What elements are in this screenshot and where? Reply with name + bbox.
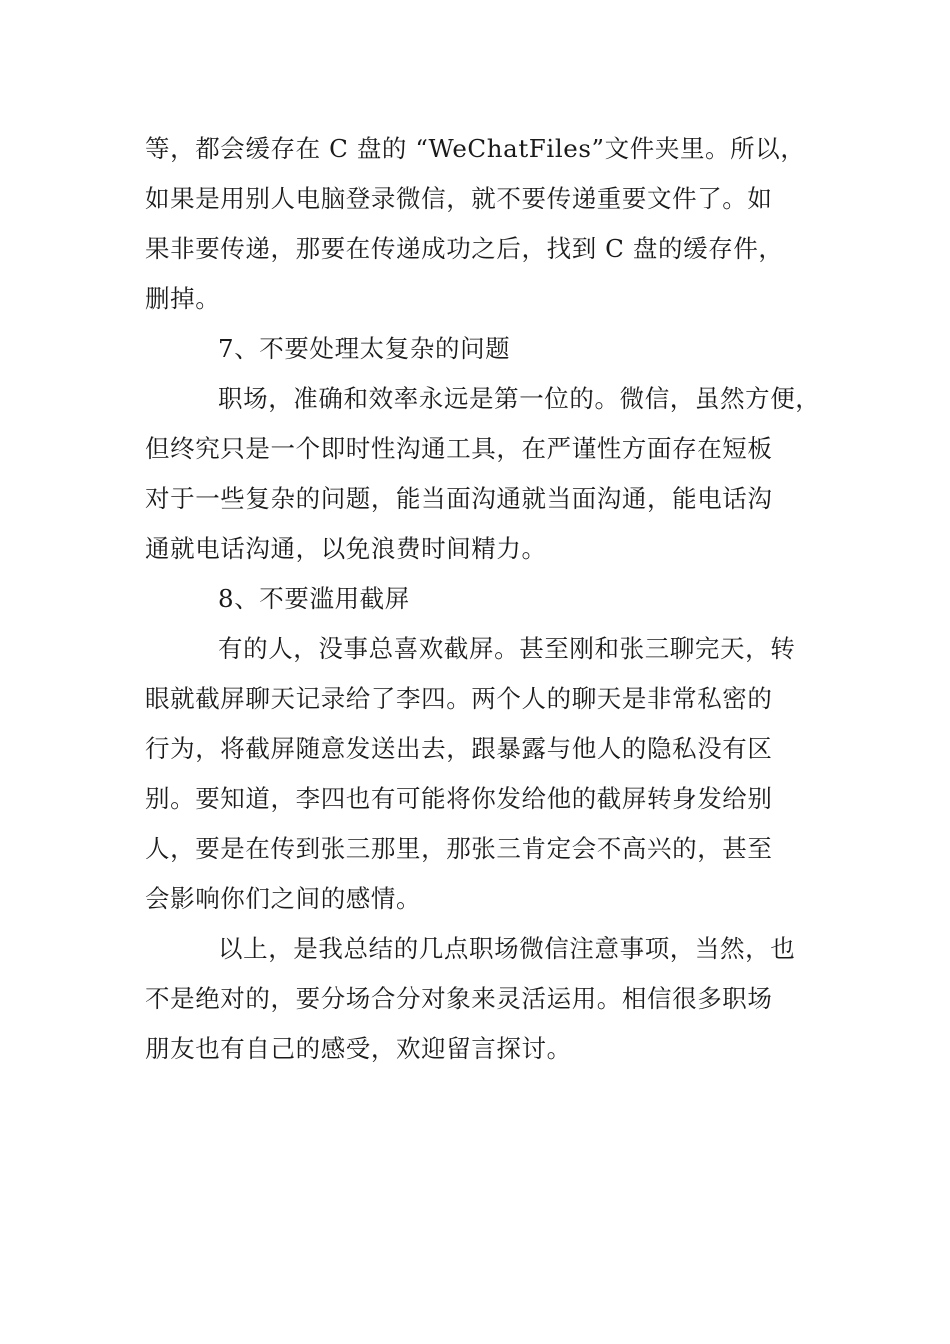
text-line-11: 有的人，没事总喜欢截屏。甚至刚和张三聊完天，转 [218,634,796,663]
text-line-18: 不是绝对的，要分场合分对象来灵活运用。相信很多职场 [145,984,773,1013]
text-line-15: 人，要是在传到张三那里，那张三肯定会不高兴的，甚至 [145,834,773,863]
text-line-12: 眼就截屏聊天记录给了李四。两个人的聊天是非常私密的 [145,684,773,713]
text-line-7: 但终究只是一个即时性沟通工具，在严谨性方面存在短板 [145,434,773,463]
text-line-19: 朋友也有自己的感受，欢迎留言探讨。 [145,1034,572,1063]
section-heading-8: 8、不要滥用截屏 [218,584,410,613]
text-line-2: 如果是用别人电脑登录微信，就不要传递重要文件了。如 [145,184,773,213]
text-line-9: 通就电话沟通，以免浪费时间精力。 [145,534,547,563]
text-line-3: 果非要传递，那要在传递成功之后，找到 C 盘的缓存件， [145,234,784,263]
text-line-13: 行为，将截屏随意发送出去，跟暴露与他人的隐私没有区 [145,734,773,763]
text-line-16: 会影响你们之间的感情。 [145,884,422,913]
document-body [145,124,835,1074]
section-heading-7: 7、不要处理太复杂的问题 [218,334,511,363]
text-line-6: 职场，准确和效率永远是第一位的。微信，虽然方便， [218,384,821,413]
text-line-8: 对于一些复杂的问题，能当面沟通就当面沟通，能电话沟 [145,484,773,513]
text-line-1: 等，都会缓存在 C 盘的 “WeChatFiles”文件夹里。所以， [145,134,806,163]
text-line-14: 别。要知道，李四也有可能将你发给他的截屏转身发给别 [145,784,773,813]
text-line-17: 以上，是我总结的几点职场微信注意事项，当然，也 [218,934,796,963]
text-line-4: 删掉。 [145,284,221,313]
